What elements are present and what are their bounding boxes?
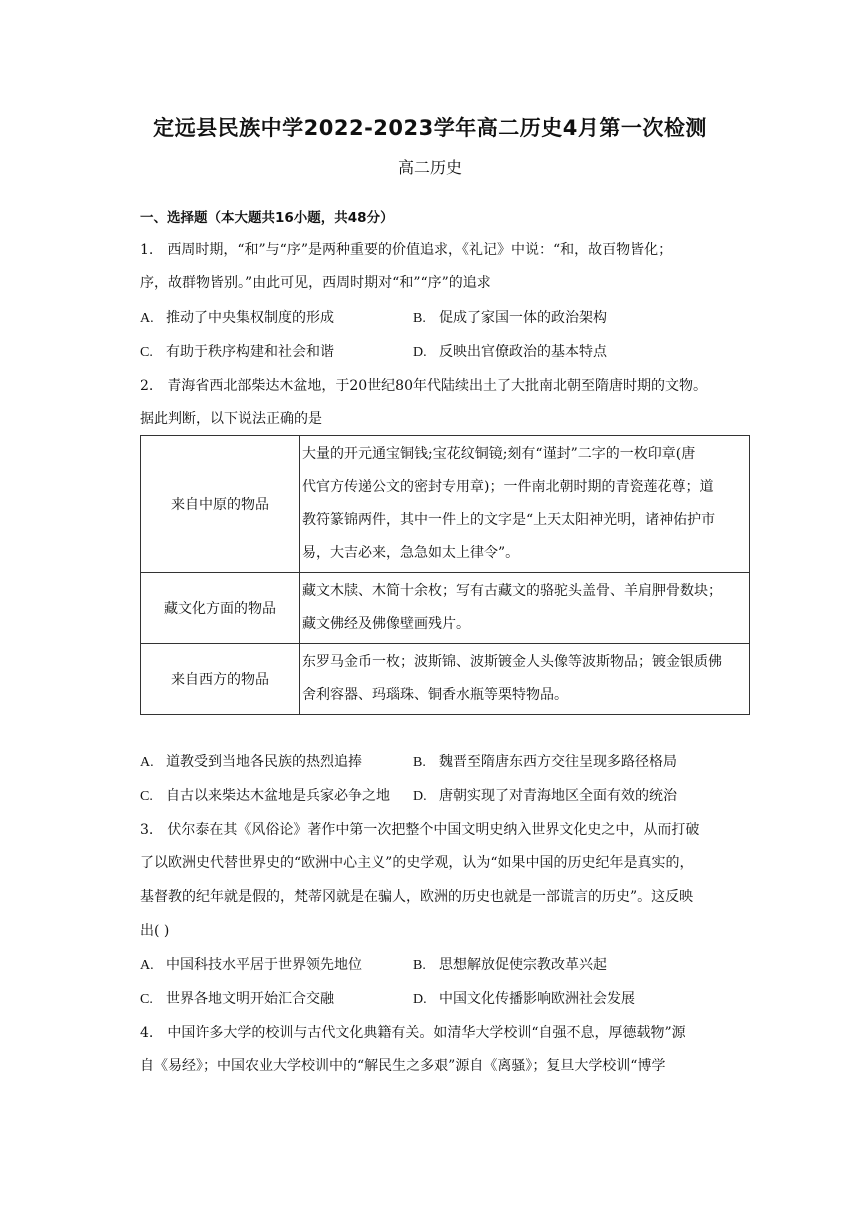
q2-option-a[interactable]: A. 道教受到当地各民族的热烈追捧 (140, 754, 362, 770)
q3-stem-line: 基督教的纪年就是假的，梵蒂冈就是在骗人，欧洲的历史也就是一部谎言的历史”。这反映 (140, 889, 694, 905)
q1-stem-line: 1. 西周时期，“和”与“序”是两种重要的价值追求，《礼记》中说：“和，故百物皆化； (140, 242, 673, 258)
q3-option-c[interactable]: C. 世界各地文明开始汇合交融 (140, 991, 334, 1007)
table-row (141, 436, 750, 573)
relics-table (140, 435, 750, 715)
table-row-header: 来自中原的物品 (141, 436, 300, 573)
q3-stem-line: 了以欧洲史代替世界史的“欧洲中心主义”的史学观，认为“如果中国的历史纪年是真实的， (140, 855, 694, 871)
q4-stem-line: 自《易经》；中国农业大学校训中的“解民生之多艰”源自《离骚》；复旦大学校训“博学 (140, 1058, 666, 1074)
table-row-content: 东罗马金币一枚；波斯锦、波斯镀金人头像等波斯物品；镀金银质佛 舍利容器、玛瑙珠、铜香水瓶等栗特物品。 (300, 644, 750, 715)
q1-stem-line: 序，故群物皆别。”由此可见，西周时期对“和”“序”的追求 (140, 275, 491, 291)
table-row-header: 来自西方的物品 (141, 644, 300, 715)
q3-option-a[interactable]: A. 中国科技水平居于世界领先地位 (140, 957, 362, 973)
table-row-header: 藏文化方面的物品 (141, 573, 300, 644)
q4-stem-line: 4. 中国许多大学的校训与古代文化典籍有关。如清华大学校训“自强不息，厚德载物”源 (140, 1025, 686, 1041)
q2-option-d[interactable]: D. 唐朝实现了对青海地区全面有效的统治 (413, 788, 677, 804)
q2-option-c[interactable]: C. 自古以来柴达木盆地是兵家必争之地 (140, 788, 390, 804)
table-row (141, 644, 750, 715)
exam-subtitle: 高二历史 (397, 158, 462, 177)
table-row-content: 大量的开元通宝铜钱;宝花纹铜镜;刻有“谨封”二字的一枚印章(唐 代官方传递公文的密封专用章)；一件南北朝时期的青瓷莲花尊；道 教符篆锦两件，其中一件上的文字是“上天太阳神光明，诸神佑护市 易，大吉必来，急急如太上律令”。 (300, 436, 750, 573)
q1-option-a[interactable]: A. 推动了中央集权制度的形成 (140, 310, 334, 326)
section-heading: 一、选择题（本大题共16小题，共48分） (140, 210, 394, 226)
q3-option-b[interactable]: B. 思想解放促使宗教改革兴起 (413, 957, 607, 973)
table-row-content: 藏文木牍、木简十余枚；写有古藏文的骆驼头盖骨、羊肩胛骨数块； 藏文佛经及佛像壁画残片。 (300, 573, 750, 644)
exam-title: 定远县民族中学2022-2023学年高二历史4月第一次检测 (153, 116, 707, 140)
table-row (141, 573, 750, 644)
q3-option-d[interactable]: D. 中国文化传播影响欧洲社会发展 (413, 991, 635, 1007)
q1-option-c[interactable]: C. 有助于秩序构建和社会和谐 (140, 344, 334, 360)
q1-option-b[interactable]: B. 促成了家国一体的政治架构 (413, 310, 607, 326)
q3-stem-line: 3. 伏尔泰在其《风俗论》著作中第一次把整个中国文明史纳入世界文化史之中，从而打破 (140, 822, 700, 838)
q2-option-b[interactable]: B. 魏晋至隋唐东西方交往呈现多路径格局 (413, 754, 677, 770)
q2-stem-line: 2. 青海省西北部柴达木盆地，于20世纪80年代陆续出土了大批南北朝至隋唐时期的文物。 (140, 378, 707, 394)
q2-stem-line: 据此判断，以下说法正确的是 (140, 411, 322, 427)
q1-option-d[interactable]: D. 反映出官僚政治的基本特点 (413, 344, 607, 360)
q3-stem-line: 出( ) (140, 923, 170, 939)
